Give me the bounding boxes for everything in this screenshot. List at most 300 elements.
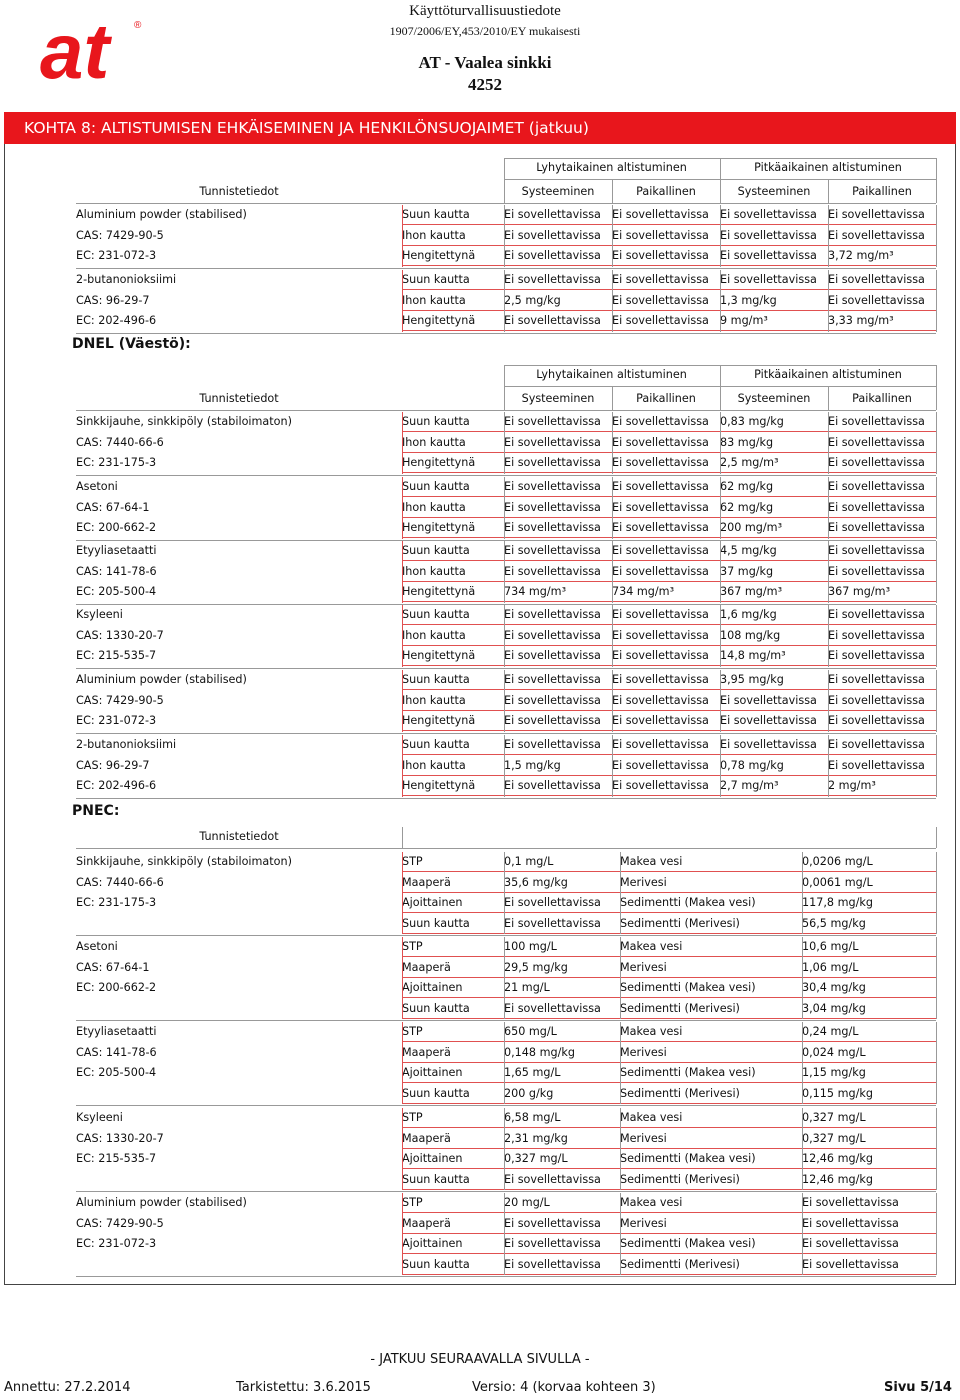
header-identifier: Tunnistetiedot: [199, 185, 279, 198]
row-rule: [402, 795, 936, 796]
compartment: Sedimentti (Makea vesi): [620, 1152, 756, 1165]
header-divider: [936, 365, 937, 410]
column-rule: [402, 1193, 403, 1275]
value-cell: Ei sovellettavissa: [802, 1257, 899, 1271]
value-cell: 83 mg/kg: [720, 435, 774, 449]
value-cell: Ei sovellettavissa: [828, 608, 925, 621]
exposure-route: Suun kautta: [402, 208, 470, 221]
column-rule: [936, 605, 937, 667]
column-rule: [936, 1022, 937, 1104]
exposure-route: Ihon kautta: [402, 500, 466, 514]
column-rule: [802, 852, 803, 934]
column-rule: [802, 1108, 803, 1190]
value-cell: 10,6 mg/L: [802, 940, 859, 953]
compartment: Ajoittainen: [402, 1237, 463, 1250]
compartment: STP: [402, 1025, 423, 1038]
column-rule: [936, 477, 937, 539]
row-rule: [402, 472, 936, 473]
value-cell: 2,31 mg/kg: [504, 1131, 568, 1145]
substance-id: EC: 202-496-6: [76, 779, 157, 792]
value-cell: 0,0061 mg/L: [802, 875, 873, 889]
header-local: Paikallinen: [852, 392, 912, 405]
substance-id: CAS: 7429-90-5: [76, 228, 164, 242]
value-cell: Ei sovellettavissa: [828, 228, 925, 242]
value-cell: 29,5 mg/kg: [504, 960, 568, 974]
block-rule: [76, 333, 936, 334]
value-cell: Ei sovellettavissa: [612, 544, 709, 557]
column-rule: [936, 270, 937, 332]
value-cell: Ei sovellettavissa: [504, 673, 601, 686]
exposure-route: Ihon kautta: [402, 435, 466, 449]
value-cell: Ei sovellettavissa: [612, 480, 709, 493]
value-cell: 367 mg/m³: [828, 585, 891, 598]
value-cell: 2 mg/m³: [828, 779, 876, 792]
value-cell: 12,46 mg/kg: [802, 1172, 873, 1186]
exposure-route: Suun kautta: [402, 544, 470, 557]
row-rule: [402, 265, 936, 266]
value-cell: 734 mg/m³: [504, 585, 567, 598]
value-cell: Ei sovellettavissa: [720, 273, 817, 286]
header-divider: [828, 179, 829, 203]
substance-id: CAS: 141-78-6: [76, 564, 157, 578]
exposure-route: Ihon kautta: [402, 628, 466, 642]
block-rule: [76, 1105, 936, 1106]
compartment: Suun kautta: [402, 1001, 470, 1015]
value-cell: 0,327 mg/L: [504, 1152, 568, 1165]
compartment: Sedimentti (Merivesi): [620, 1086, 740, 1100]
value-cell: 62 mg/kg: [720, 500, 774, 514]
header-divider: [828, 386, 829, 410]
value-cell: Ei sovellettavissa: [720, 228, 817, 242]
value-cell: 4,5 mg/kg: [720, 544, 777, 557]
value-cell: Ei sovellettavissa: [612, 314, 709, 327]
substance-id: Ksyleeni: [76, 608, 123, 621]
substance-id: Ksyleeni: [76, 1111, 123, 1124]
column-rule: [720, 541, 721, 603]
value-cell: 1,65 mg/L: [504, 1066, 561, 1079]
row-rule: [402, 601, 936, 602]
column-rule: [504, 852, 505, 934]
value-cell: 367 mg/m³: [720, 585, 783, 598]
row-rule: [402, 1274, 936, 1275]
column-rule: [612, 412, 613, 474]
value-cell: Ei sovellettavissa: [612, 673, 709, 686]
compartment: Merivesi: [620, 1216, 667, 1230]
header-systemic: Systeeminen: [521, 185, 595, 198]
header-short-term: Lyhytaikainen altistuminen: [536, 368, 687, 381]
exposure-route: Ihon kautta: [402, 228, 466, 242]
value-cell: Ei sovellettavissa: [612, 779, 709, 792]
header-systemic: Systeeminen: [737, 392, 811, 405]
column-rule: [612, 477, 613, 539]
value-cell: 1,6 mg/kg: [720, 608, 777, 621]
value-cell: 0,327 mg/L: [802, 1111, 866, 1124]
reviewed-date: Tarkistettu: 3.6.2015: [236, 1380, 371, 1395]
value-cell: Ei sovellettavissa: [828, 628, 925, 642]
compartment: Merivesi: [620, 960, 667, 974]
value-cell: 0,115 mg/kg: [802, 1086, 873, 1100]
substance-id: CAS: 1330-20-7: [76, 1131, 164, 1145]
column-rule: [402, 270, 403, 332]
value-cell: 0,024 mg/L: [802, 1045, 866, 1059]
value-cell: Ei sovellettavissa: [504, 693, 601, 707]
exposure-route: Suun kautta: [402, 738, 470, 751]
column-rule: [504, 270, 505, 332]
value-cell: 56,5 mg/kg: [802, 916, 866, 930]
substance-id: EC: 215-535-7: [76, 649, 157, 662]
value-cell: 0,327 mg/L: [802, 1131, 866, 1145]
column-rule: [620, 1108, 621, 1190]
value-cell: 2,7 mg/m³: [720, 779, 779, 792]
header-rule: [76, 410, 936, 411]
value-cell: Ei sovellettavissa: [504, 314, 601, 327]
substance-id: CAS: 67-64-1: [76, 500, 150, 514]
value-cell: Ei sovellettavissa: [828, 758, 925, 772]
value-cell: Ei sovellettavissa: [504, 1001, 601, 1015]
column-rule: [720, 205, 721, 267]
column-rule: [936, 412, 937, 474]
row-rule: [402, 537, 936, 538]
substance-id: CAS: 96-29-7: [76, 758, 150, 772]
compartment: Ajoittainen: [402, 896, 463, 909]
column-rule: [828, 541, 829, 603]
column-rule: [612, 670, 613, 732]
header-divider: [612, 386, 613, 410]
header-divider: [504, 158, 505, 203]
continued-note: - JATKUU SEURAAVALLA SIVULLA -: [370, 1352, 590, 1367]
value-cell: 3,04 mg/kg: [802, 1001, 866, 1015]
block-rule: [76, 1191, 936, 1192]
version: Versio: 4 (korvaa kohteen 3): [472, 1380, 656, 1395]
value-cell: Ei sovellettavissa: [828, 673, 925, 686]
row-rule: [402, 330, 936, 331]
column-rule: [802, 1022, 803, 1104]
value-cell: Ei sovellettavissa: [612, 649, 709, 662]
header-divider: [504, 365, 505, 410]
column-rule: [504, 1193, 505, 1275]
value-cell: 62 mg/kg: [720, 480, 774, 493]
column-rule: [720, 477, 721, 539]
value-cell: Ei sovellettavissa: [828, 544, 925, 557]
compartment: Suun kautta: [402, 916, 470, 930]
exposure-route: Suun kautta: [402, 608, 470, 621]
registered-mark: ®: [134, 20, 142, 31]
substance-id: EC: 205-500-4: [76, 1066, 157, 1079]
exposure-route: Suun kautta: [402, 273, 470, 286]
block-rule: [76, 268, 936, 269]
at-logo: [38, 14, 148, 86]
value-cell: Ei sovellettavissa: [504, 415, 601, 428]
value-cell: 2,5 mg/m³: [720, 456, 779, 469]
compartment: Ajoittainen: [402, 981, 463, 994]
column-rule: [612, 605, 613, 667]
value-cell: Ei sovellettavissa: [504, 1237, 601, 1250]
compartment: Sedimentti (Merivesi): [620, 1172, 740, 1186]
column-rule: [402, 605, 403, 667]
value-cell: 21 mg/L: [504, 981, 550, 994]
value-cell: Ei sovellettavissa: [612, 521, 709, 534]
section-banner: KOHTA 8: ALTISTUMISEN EHKÄISEMINEN JA HENKILÖNSUOJAIMET (jatkuu): [4, 112, 956, 144]
substance-id: EC: 215-535-7: [76, 1152, 157, 1165]
header-long-term: Pitkäaikainen altistuminen: [754, 161, 902, 174]
value-cell: Ei sovellettavissa: [720, 249, 817, 262]
value-cell: Ei sovellettavissa: [504, 649, 601, 662]
value-cell: Ei sovellettavissa: [504, 916, 601, 930]
value-cell: Ei sovellettavissa: [612, 249, 709, 262]
value-cell: Ei sovellettavissa: [828, 415, 925, 428]
compartment: Sedimentti (Makea vesi): [620, 896, 756, 909]
compartment: Makea vesi: [620, 1196, 683, 1209]
header-systemic: Systeeminen: [737, 185, 811, 198]
page-number: Sivu 5/14: [884, 1380, 952, 1395]
column-rule: [936, 205, 937, 267]
substance-id: Etyyliasetaatti: [76, 544, 157, 557]
header-short-term: Lyhytaikainen altistuminen: [536, 161, 687, 174]
column-rule: [936, 937, 937, 1019]
column-rule: [828, 477, 829, 539]
column-rule: [720, 270, 721, 332]
column-rule: [620, 937, 621, 1019]
block-rule: [76, 935, 936, 936]
exposure-route: Hengitettynä: [402, 521, 476, 534]
column-rule: [612, 270, 613, 332]
compartment: Maaperä: [402, 1045, 451, 1059]
value-cell: Ei sovellettavissa: [828, 456, 925, 469]
substance-id: EC: 200-662-2: [76, 981, 157, 994]
block-rule: [76, 1276, 936, 1277]
column-rule: [720, 735, 721, 797]
value-cell: Ei sovellettavissa: [612, 758, 709, 772]
column-rule: [828, 670, 829, 732]
compartment: STP: [402, 855, 423, 868]
column-rule: [504, 541, 505, 603]
value-cell: 14,8 mg/m³: [720, 649, 786, 662]
compartment: Makea vesi: [620, 855, 683, 868]
value-cell: Ei sovellettavissa: [828, 480, 925, 493]
substance-id: Aluminium powder (stabilised): [76, 1196, 247, 1209]
value-cell: 108 mg/kg: [720, 628, 781, 642]
value-cell: 0,148 mg/kg: [504, 1045, 575, 1059]
substance-id: EC: 231-072-3: [76, 249, 157, 262]
value-cell: Ei sovellettavissa: [612, 738, 709, 751]
value-cell: Ei sovellettavissa: [504, 456, 601, 469]
value-cell: 0,0206 mg/L: [802, 855, 873, 868]
header-divider: [402, 827, 403, 848]
column-rule: [402, 1108, 403, 1190]
value-cell: Ei sovellettavissa: [828, 293, 925, 307]
column-rule: [402, 477, 403, 539]
product-name: AT - Vaalea sinkki: [418, 53, 552, 72]
column-rule: [720, 605, 721, 667]
exposure-route: Ihon kautta: [402, 758, 466, 772]
column-rule: [504, 1108, 505, 1190]
block-rule: [76, 798, 936, 799]
column-rule: [504, 670, 505, 732]
column-rule: [720, 412, 721, 474]
exposure-route: Ihon kautta: [402, 293, 466, 307]
compartment: Sedimentti (Makea vesi): [620, 981, 756, 994]
value-cell: 100 mg/L: [504, 940, 557, 953]
column-rule: [402, 670, 403, 732]
value-cell: Ei sovellettavissa: [612, 228, 709, 242]
exposure-route: Hengitettynä: [402, 314, 476, 327]
substance-id: Sinkkijauhe, sinkkipöly (stabiloimaton): [76, 855, 292, 868]
value-cell: Ei sovellettavissa: [612, 208, 709, 221]
value-cell: Ei sovellettavissa: [828, 564, 925, 578]
pnec-heading: PNEC:: [72, 803, 120, 819]
header-rule: [76, 203, 936, 204]
value-cell: 650 mg/L: [504, 1025, 557, 1038]
column-rule: [936, 1108, 937, 1190]
compartment: Sedimentti (Makea vesi): [620, 1237, 756, 1250]
value-cell: Ei sovellettavissa: [612, 693, 709, 707]
compartment: Suun kautta: [402, 1257, 470, 1271]
value-cell: 3,33 mg/m³: [828, 314, 894, 327]
header-divider: [612, 179, 613, 203]
value-cell: Ei sovellettavissa: [504, 779, 601, 792]
substance-id: 2-butanonioksiimi: [76, 738, 177, 751]
value-cell: Ei sovellettavissa: [828, 435, 925, 449]
value-cell: 0,83 mg/kg: [720, 415, 784, 428]
value-cell: Ei sovellettavissa: [504, 208, 601, 221]
value-cell: 37 mg/kg: [720, 564, 774, 578]
header-divider: [720, 158, 721, 203]
value-cell: 0,1 mg/L: [504, 855, 554, 868]
exposure-route: Suun kautta: [402, 480, 470, 493]
issued-date: Annettu: 27.2.2014: [4, 1380, 131, 1395]
exposure-route: Hengitettynä: [402, 585, 476, 598]
value-cell: Ei sovellettavissa: [504, 738, 601, 751]
value-cell: Ei sovellettavissa: [504, 544, 601, 557]
value-cell: Ei sovellettavissa: [504, 435, 601, 449]
header-divider: [720, 365, 721, 410]
header-divider: [936, 827, 937, 848]
column-rule: [802, 937, 803, 1019]
column-rule: [402, 937, 403, 1019]
column-rule: [620, 1193, 621, 1275]
substance-id: EC: 202-496-6: [76, 314, 157, 327]
value-cell: Ei sovellettavissa: [828, 738, 925, 751]
compartment: Maaperä: [402, 1131, 451, 1145]
compartment: Makea vesi: [620, 1025, 683, 1038]
compartment: Ajoittainen: [402, 1152, 463, 1165]
value-cell: Ei sovellettavissa: [802, 1237, 899, 1250]
value-cell: 12,46 mg/kg: [802, 1152, 873, 1165]
substance-id: 2-butanonioksiimi: [76, 273, 177, 286]
substance-id: EC: 205-500-4: [76, 585, 157, 598]
value-cell: Ei sovellettavissa: [504, 896, 601, 909]
substance-id: Etyyliasetaatti: [76, 1025, 157, 1038]
value-cell: Ei sovellettavissa: [504, 249, 601, 262]
block-rule: [76, 668, 936, 669]
value-cell: Ei sovellettavissa: [504, 1216, 601, 1230]
value-cell: Ei sovellettavissa: [504, 608, 601, 621]
row-rule: [402, 933, 936, 934]
column-rule: [828, 205, 829, 267]
value-cell: Ei sovellettavissa: [828, 208, 925, 221]
logo-lettering: at: [40, 14, 110, 86]
value-cell: 1,15 mg/kg: [802, 1066, 866, 1079]
exposure-route: Suun kautta: [402, 673, 470, 686]
compartment: STP: [402, 1196, 423, 1209]
compartment: Merivesi: [620, 1045, 667, 1059]
substance-id: EC: 231-175-3: [76, 896, 157, 909]
value-cell: 1,3 mg/kg: [720, 293, 777, 307]
substance-id: EC: 200-662-2: [76, 521, 157, 534]
substance-id: CAS: 67-64-1: [76, 960, 150, 974]
value-cell: Ei sovellettavissa: [504, 500, 601, 514]
column-rule: [612, 205, 613, 267]
exposure-route: Hengitettynä: [402, 649, 476, 662]
doc-type: Käyttöturvallisuustiedote: [409, 3, 561, 19]
exposure-route: Ihon kautta: [402, 564, 466, 578]
compartment: Ajoittainen: [402, 1066, 463, 1079]
block-rule: [76, 1020, 936, 1021]
substance-id: CAS: 1330-20-7: [76, 628, 164, 642]
exposure-route: Hengitettynä: [402, 714, 476, 727]
value-cell: 1,5 mg/kg: [504, 758, 561, 772]
value-cell: Ei sovellettavissa: [612, 293, 709, 307]
value-cell: 9 mg/m³: [720, 314, 768, 327]
value-cell: 3,95 mg/kg: [720, 673, 784, 686]
value-cell: Ei sovellettavissa: [504, 714, 601, 727]
regulation: 1907/2006/EY,453/2010/EY mukaisesti: [389, 24, 581, 38]
column-rule: [402, 852, 403, 934]
column-rule: [620, 1022, 621, 1104]
column-rule: [402, 1022, 403, 1104]
substance-id: CAS: 7440-66-6: [76, 875, 164, 889]
substance-id: EC: 231-072-3: [76, 714, 157, 727]
block-rule: [76, 733, 936, 734]
compartment: Merivesi: [620, 1131, 667, 1145]
exposure-route: Suun kautta: [402, 415, 470, 428]
value-cell: Ei sovellettavissa: [504, 1172, 601, 1186]
value-cell: Ei sovellettavissa: [504, 521, 601, 534]
value-cell: 1,06 mg/L: [802, 960, 859, 974]
value-cell: Ei sovellettavissa: [828, 500, 925, 514]
exposure-route: Ihon kautta: [402, 693, 466, 707]
row-rule: [402, 665, 936, 666]
compartment: Maaperä: [402, 1216, 451, 1230]
value-cell: 734 mg/m³: [612, 585, 675, 598]
value-cell: Ei sovellettavissa: [720, 208, 817, 221]
value-cell: 30,4 mg/kg: [802, 981, 866, 994]
value-cell: 35,6 mg/kg: [504, 875, 568, 889]
column-rule: [504, 937, 505, 1019]
value-cell: Ei sovellettavissa: [612, 415, 709, 428]
header-divider: [936, 158, 937, 203]
header-long-term: Pitkäaikainen altistuminen: [754, 368, 902, 381]
substance-id: CAS: 96-29-7: [76, 293, 150, 307]
block-rule: [76, 475, 936, 476]
substance-id: Aluminium powder (stabilised): [76, 673, 247, 686]
value-cell: 0,24 mg/L: [802, 1025, 859, 1038]
row-rule: [402, 730, 936, 731]
substance-id: EC: 231-072-3: [76, 1237, 157, 1250]
header-rule: [76, 848, 936, 849]
value-cell: 200 g/kg: [504, 1086, 554, 1100]
column-rule: [828, 412, 829, 474]
column-rule: [504, 205, 505, 267]
value-cell: 20 mg/L: [504, 1196, 550, 1209]
dnel-heading: DNEL (Väestö):: [72, 336, 191, 352]
compartment: Sedimentti (Merivesi): [620, 1001, 740, 1015]
value-cell: Ei sovellettavissa: [828, 521, 925, 534]
header-local: Paikallinen: [636, 185, 696, 198]
substance-id: CAS: 141-78-6: [76, 1045, 157, 1059]
column-rule: [504, 735, 505, 797]
column-rule: [936, 852, 937, 934]
